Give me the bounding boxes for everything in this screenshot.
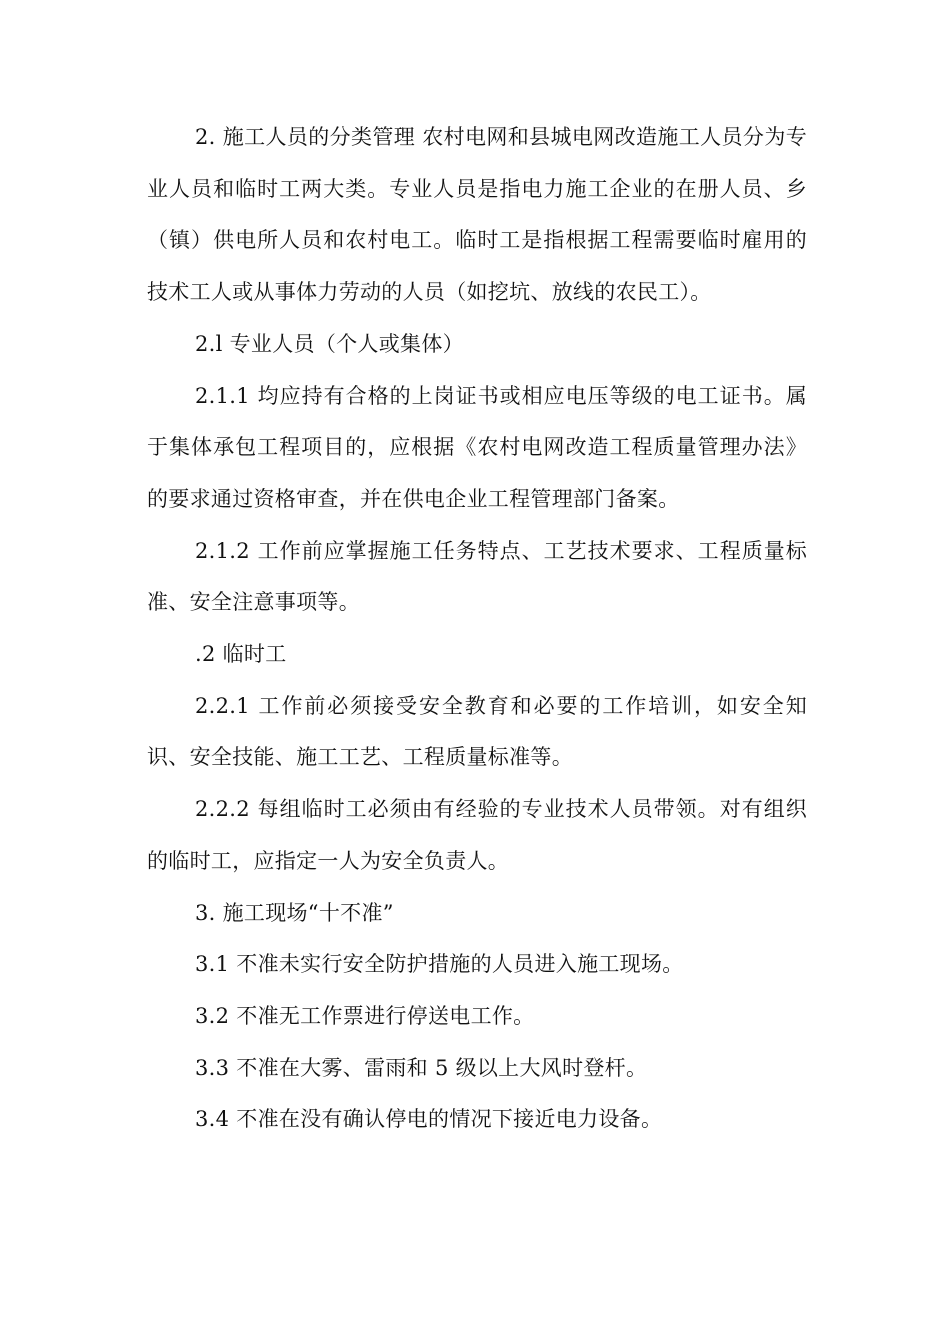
rule-3-2: 3.2 不准无工作票进行停送电工作。 xyxy=(195,1003,535,1028)
paragraph-2-1-1: 2.1.1 均应持有合格的上岗证书或相应电压等级的电工证书。属于集体承包工程项目的，应根据《农村电网改造工程质量管理办法》的要求通过资格审查，并在供电企业工程管理部门备案。 xyxy=(147,383,807,511)
rule-3-1: 3.1 不准未实行安全防护措施的人员进入施工现场。 xyxy=(195,952,684,977)
paragraph-personnel-classification: 2. 施工人员的分类管理 农村电网和县城电网改造施工人员分为专业人员和临时工两大类。专业人员是指电力施工企业的在册人员、乡（镇）供电所人员和农村电工。临时工是指根据工程需要临时雇用的技术工人或从事体力劳动的人员（如挖坑、放线的农民工）。 xyxy=(147,125,807,305)
heading-ten-prohibitions: 3. 施工现场“十不准” xyxy=(195,900,394,925)
document-body xyxy=(147,112,807,1146)
paragraph-2-1-2: 2.1.2 工作前应掌握施工任务特点、工艺技术要求、工程质量标准、安全注意事项等。 xyxy=(147,538,807,615)
heading-temporary-workers: .2 临时工 xyxy=(195,642,287,667)
rule-3-4: 3.4 不准在没有确认停电的情况下接近电力设备。 xyxy=(195,1107,663,1132)
heading-professional-staff: 2.l 专业人员（个人或集体） xyxy=(195,331,464,356)
rule-3-3: 3.3 不准在大雾、雷雨和 5 级以上大风时登杆。 xyxy=(195,1055,648,1080)
paragraph-2-2-2: 2.2.2 每组临时工必须由有经验的专业技术人员带领。对有组织的临时工，应指定一人为安全负责人。 xyxy=(147,797,807,873)
paragraph-2-2-1: 2.2.1 工作前必须接受安全教育和必要的工作培训，如安全知识、安全技能、施工工艺、工程质量标准等。 xyxy=(147,693,807,770)
